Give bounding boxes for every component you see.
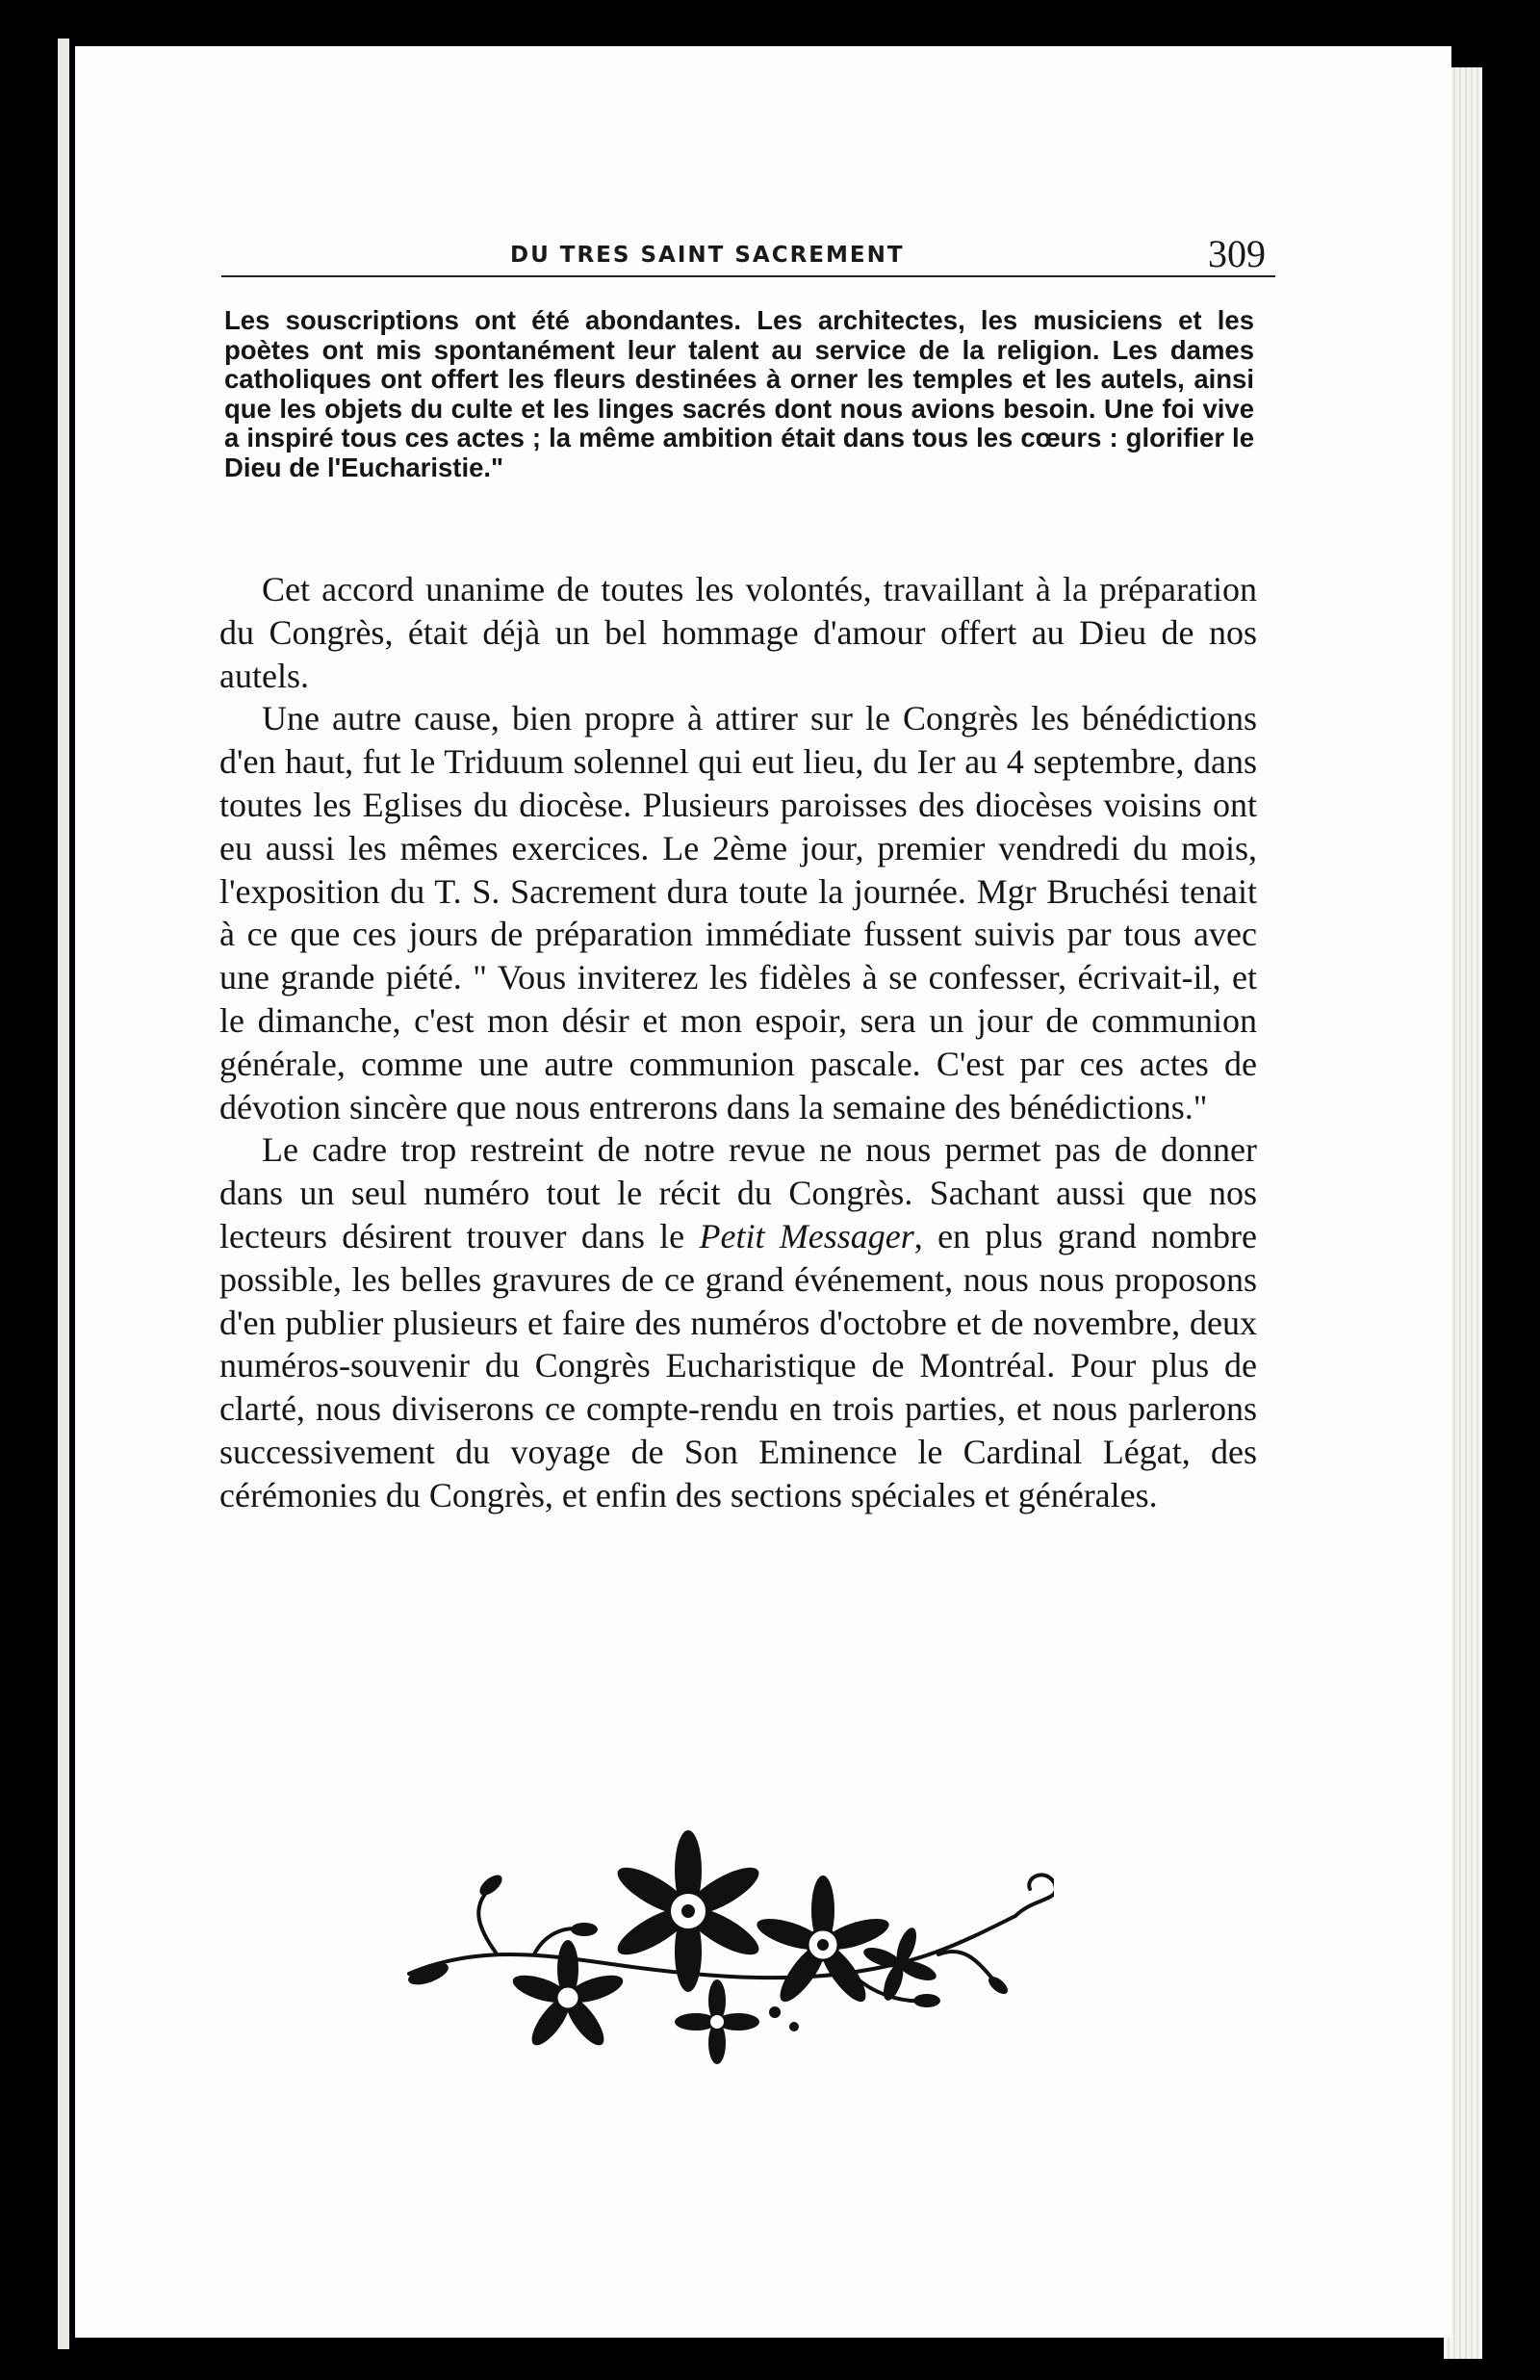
paragraph-3-end: , en plus grand nombre possible, les belles gravures de ce grand événement, nous nous proposons d'en publier plusieurs et faire des numéros d'octobre et de novembre, deux numéros-souvenir du Congrès Eucharistique de Montréal. Pour plus de clarté, nous diviserons ce compte-rendu en trois parties, et nous parlerons successivement du voyage de Son Eminence le Cardinal Légat, des cérémonies du Congrès, et enfin des sections spéciales et générales. — [219, 1216, 1257, 1514]
floral-tailpiece-icon — [399, 1829, 1054, 2070]
paragraph-2: Une autre cause, bien propre à attirer sur le Congrès les bénédictions d'en haut, fut le Triduum solennel qui eut lieu, du Ier au 4 septembre, dans toutes les Eglises du diocèse. Plusieurs paroisses des diocèses voisins ont eu aussi les mêmes exercices. Le 2ème jour, premier vendredi du mois, l'exposition du T. S. Sacrement dura toute la journée. Mgr Bruchési tenait à ce que ces jours de préparation immédiate fussent suivis par tous avec une grande piété. " Vous inviterez les fidèles à se confesser, écrivait-il, et le dimanche, c'est mon désir et mon espoir, sera un jour de communion générale, comme une autre communion pascale. C'est par ces actes de dévotion sincère que nous entrerons dans la semaine des bénédictions." — [219, 699, 1257, 1126]
paragraph-3-start: Le cadre trop restreint de notre revue ne nous permet pas de donner dans un seul numéro tout le récit du Congrès. Sachant aussi que nos lecteurs désirent trouver dans le — [219, 1130, 1257, 1255]
publication-title: Petit Messager — [699, 1216, 914, 1255]
page-header — [221, 214, 1275, 277]
book-left-edge — [58, 39, 69, 2349]
quote-paragraph: Les souscriptions ont été abondantes. Les architectes, les musiciens et les poètes ont mis spontanément leur talent au service de la religion. Les dames catholiques ont offert les fleurs destinées à orner les temples et les autels, ainsi que les objets du culte et les linges sacrés dont nous avions besoin. Une foi vive a inspiré tous ces actes ; la même ambition était dans tous les cœurs : glorifier le Dieu de l'Eucharistie." — [224, 305, 1254, 482]
quoted-passage — [224, 306, 1254, 482]
paragraph-3 — [219, 1128, 1257, 1516]
running-title: DU TRES SAINT SACREMENT — [510, 243, 905, 268]
body-text — [219, 568, 1257, 1517]
paragraph-1: Cet accord unanime de toutes les volontés, travaillant à la préparation du Congrès, était déjà un bel hommage d'amour offert au Dieu de nos autels. — [219, 570, 1257, 695]
page-number: 309 — [1208, 232, 1266, 275]
